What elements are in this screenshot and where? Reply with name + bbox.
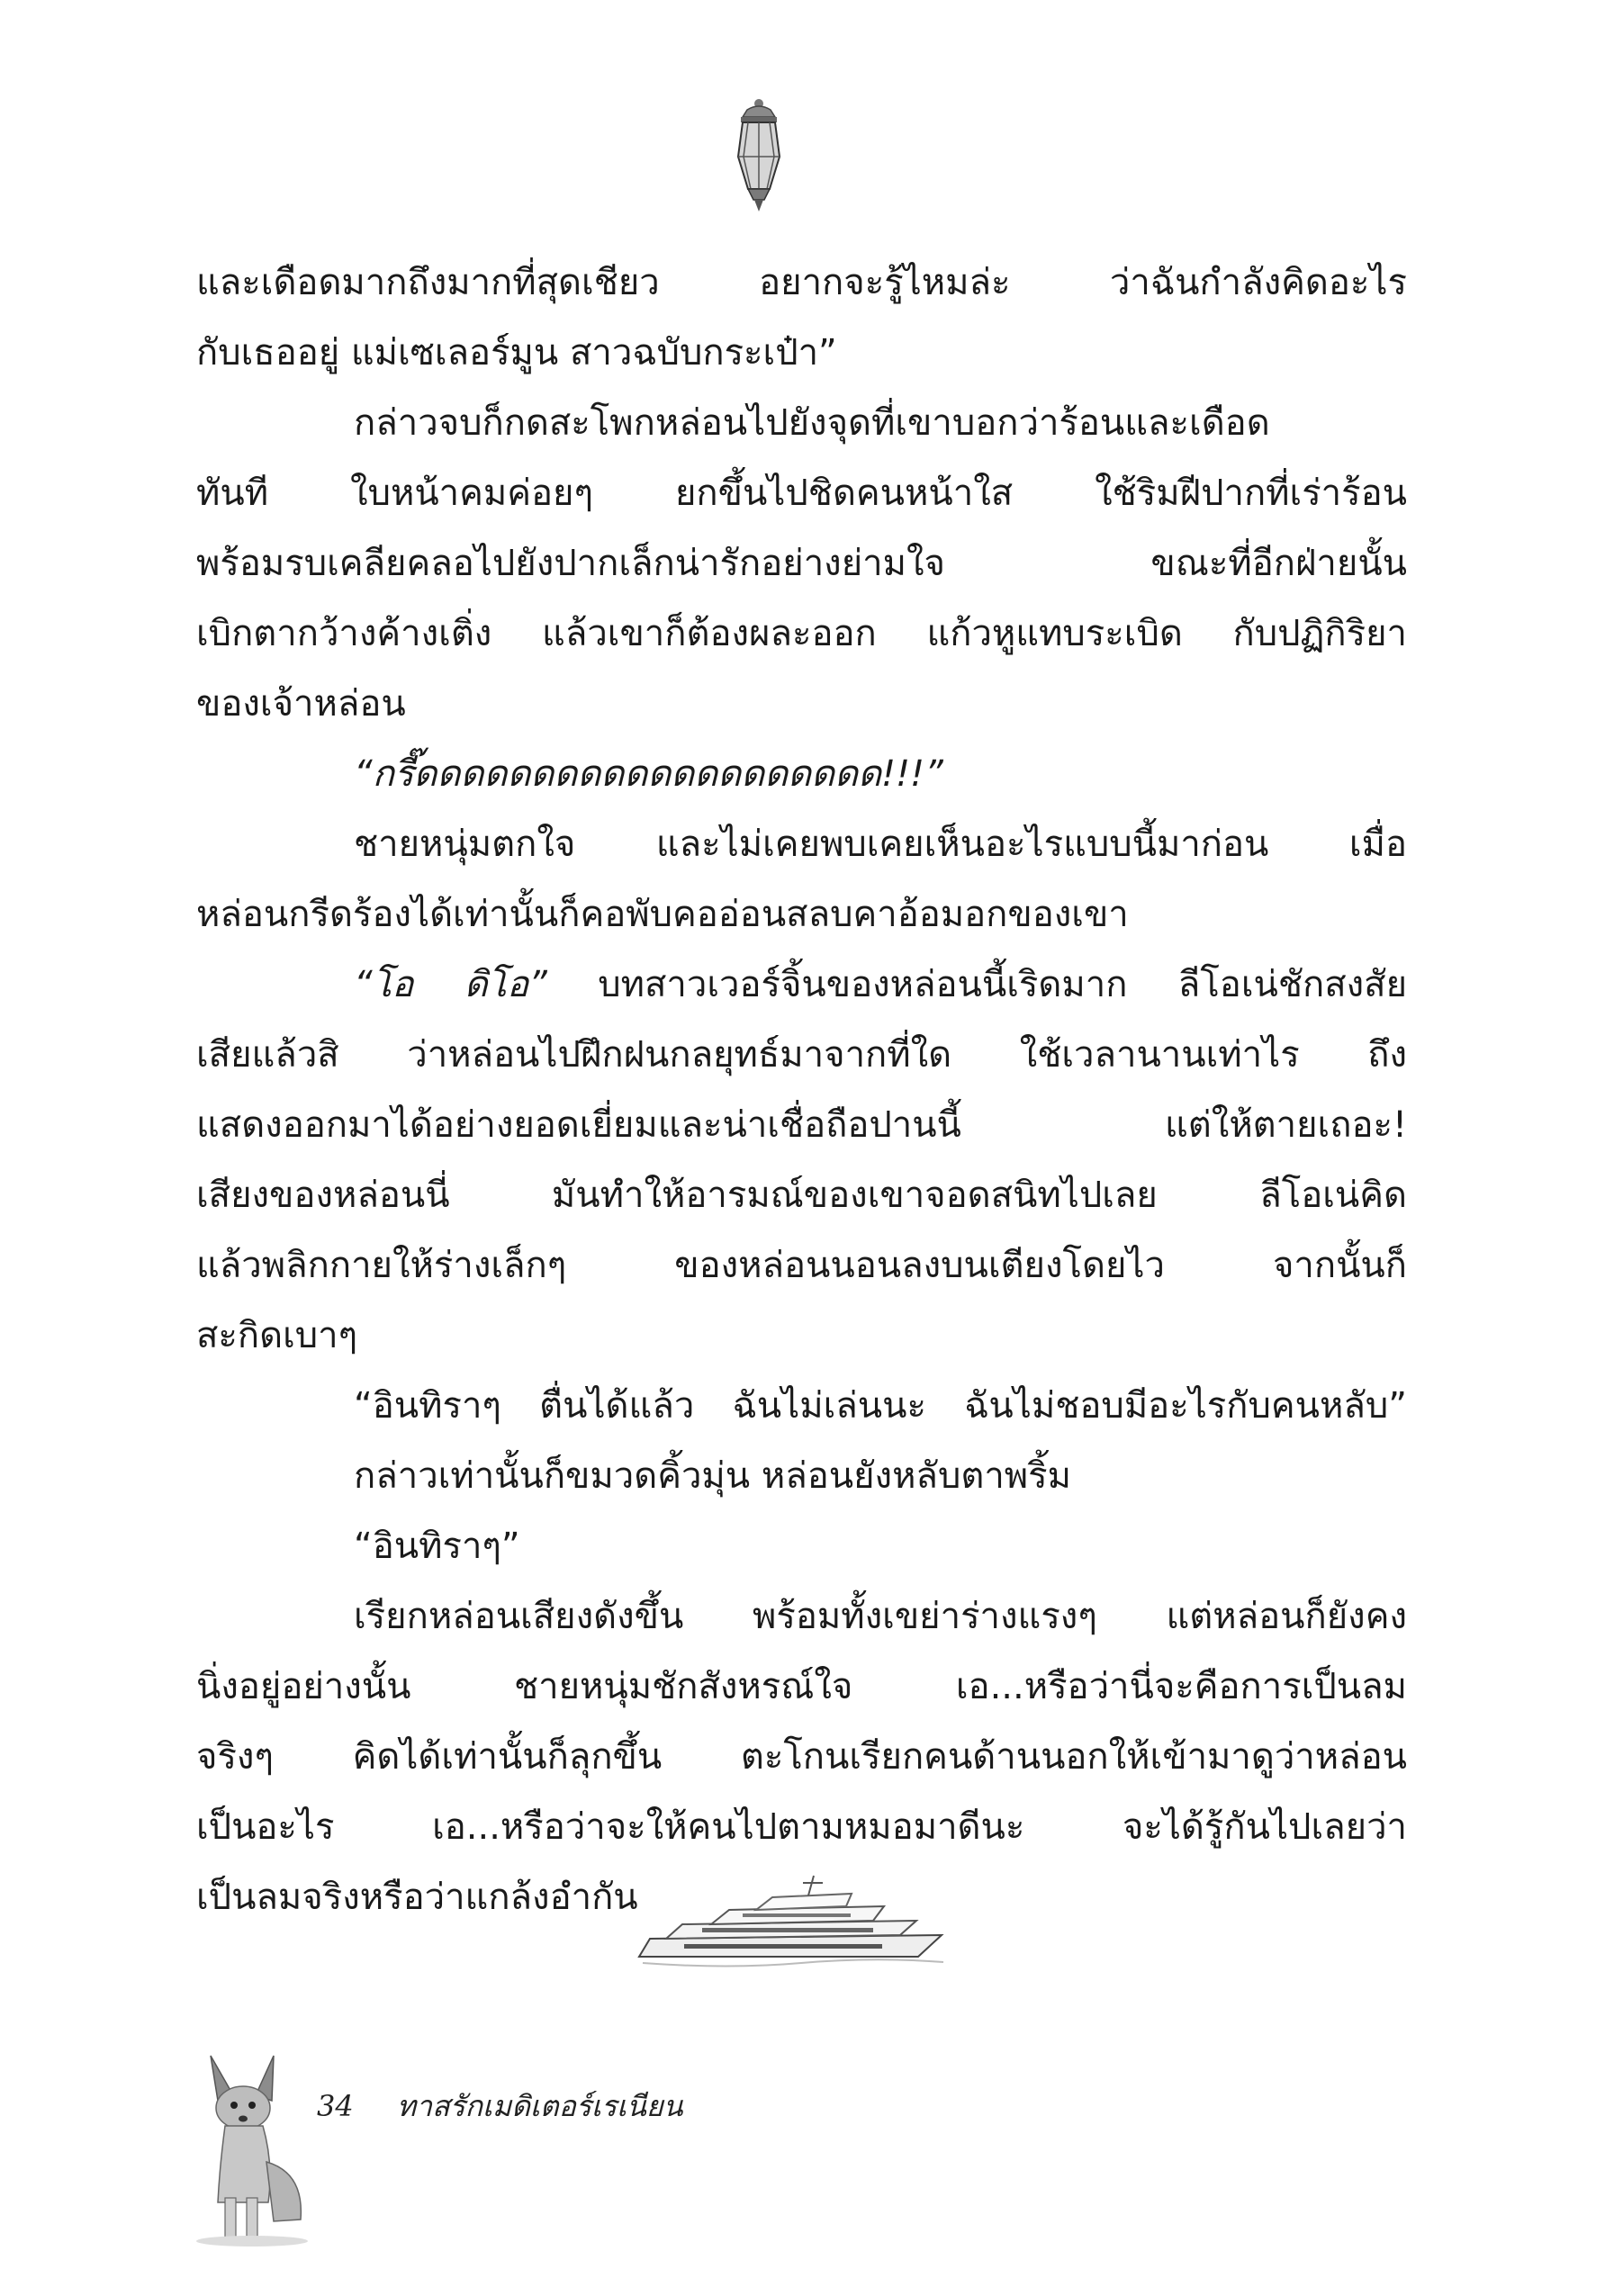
text-line: นิ่งอยู่อย่างนั้น ชายหนุ่มชักสังหรณ์ใจ เอ...หรือว่านี่จะคือการเป็นลม bbox=[196, 1666, 1407, 1707]
page-number: 34 bbox=[317, 2089, 354, 2123]
text-line: “อินทิราๆ” bbox=[354, 1526, 520, 1567]
text-line: จริงๆ คิดได้เท่านั้นก็ลุกขึ้น ตะโกนเรียกคนด้านนอกให้เข้ามาดูว่าหล่อน bbox=[196, 1736, 1407, 1778]
text-line: เสียแล้วสิ ว่าหล่อนไปฝึกฝนกลยุทธ์มาจากที่ใด ใช้เวลานานเท่าไร ถึง bbox=[196, 1034, 1407, 1076]
text-line: แล้วพลิกกายให้ร่างเล็กๆ ของหล่อนนอนลงบนเตียงโดยไว จากนั้นก็ bbox=[196, 1245, 1407, 1286]
page-footer bbox=[317, 2081, 683, 2131]
text-line bbox=[196, 950, 1407, 1020]
text-line: “กรี๊ดดดดดดดดดดดดดดดดดดดด!!!” bbox=[354, 753, 943, 795]
text-line: เสียงของหล่อนนี่ มันทำให้อารมณ์ของเขาจอดสนิทไปเลย ลีโอเน่คิด bbox=[196, 1175, 1407, 1216]
chihuahua-illustration-icon bbox=[191, 2054, 317, 2247]
text-line: สะกิดเบาๆ bbox=[196, 1315, 358, 1356]
text-line: ชายหนุ่มตกใจ และไม่เคยพบเคยเห็นอะไรแบบนี้มาก่อน เมื่อ bbox=[354, 824, 1407, 865]
text-line: เรียกหล่อนเสียงดังขึ้น พร้อมทั้งเขย่าร่างแรงๆ แต่หล่อนก็ยังคง bbox=[354, 1596, 1407, 1637]
yacht-illustration-icon bbox=[630, 1870, 945, 1978]
line-text: บทสาวเวอร์จิ้นของหล่อนนี้เริดมาก ลีโอเน่ชักสงสัย bbox=[546, 964, 1407, 1005]
running-title: ทาสรักเมดิเตอร์เรเนียน bbox=[396, 2089, 683, 2123]
italic-quote: “โอ ดิโอ” bbox=[354, 964, 547, 1005]
text-line: เป็นอะไร เอ...หรือว่าจะให้คนไปตามหมอมาดีนะ จะได้รู้กันไปเลยว่า bbox=[196, 1806, 1407, 1848]
text-line: หล่อนกรีดร้องได้เท่านั้นก็คอพับคออ่อนสลบคาอ้อมอกของเขา bbox=[196, 894, 1129, 935]
text-line: กับเธออยู่ แม่เซเลอร์มูน สาวฉบับกระเป๋า” bbox=[196, 332, 837, 374]
text-line: “อินทิราๆ ตื่นได้แล้ว ฉันไม่เล่นนะ ฉันไม่ชอบมีอะไรกับคนหลับ” bbox=[354, 1385, 1407, 1427]
text-line: และเดือดมากถึงมากที่สุดเชียว อยากจะรู้ไหมล่ะ ว่าฉันกำลังคิดอะไร bbox=[196, 262, 1407, 303]
text-line: ของเจ้าหล่อน bbox=[196, 683, 406, 725]
text-line: ทันที ใบหน้าคมค่อยๆ ยกขึ้นไปชิดคนหน้าใส ใช้ริมฝีปากที่เร่าร้อน bbox=[196, 473, 1407, 514]
text-line: พร้อมรบเคลียคลอไปยังปากเล็กน่ารักอย่างย่ามใจ ขณะที่อีกฝ่ายนั้น bbox=[196, 543, 1407, 584]
text-line: เบิกตากว้างค้างเติ่ง แล้วเขาก็ต้องผละออก แก้วหูแทบระเบิด กับปฏิกิริยา bbox=[196, 613, 1407, 654]
text-line: แสดงออกมาได้อย่างยอดเยี่ยมและน่าเชื่อถือปานนี้ แต่ให้ตายเถอะ! bbox=[196, 1104, 1407, 1146]
lantern-ornament-icon bbox=[731, 97, 787, 216]
text-line: กล่าวเท่านั้นก็ขมวดคิ้วมุ่น หล่อนยังหลับตาพริ้ม bbox=[354, 1455, 1071, 1497]
text-line: เป็นลมจริงหรือว่าแกล้งอำกัน bbox=[196, 1877, 638, 1918]
body-text bbox=[196, 248, 1407, 1932]
text-line: กล่าวจบก็กดสะโพกหล่อนไปยังจุดที่เขาบอกว่าร้อนและเดือด bbox=[354, 402, 1270, 444]
